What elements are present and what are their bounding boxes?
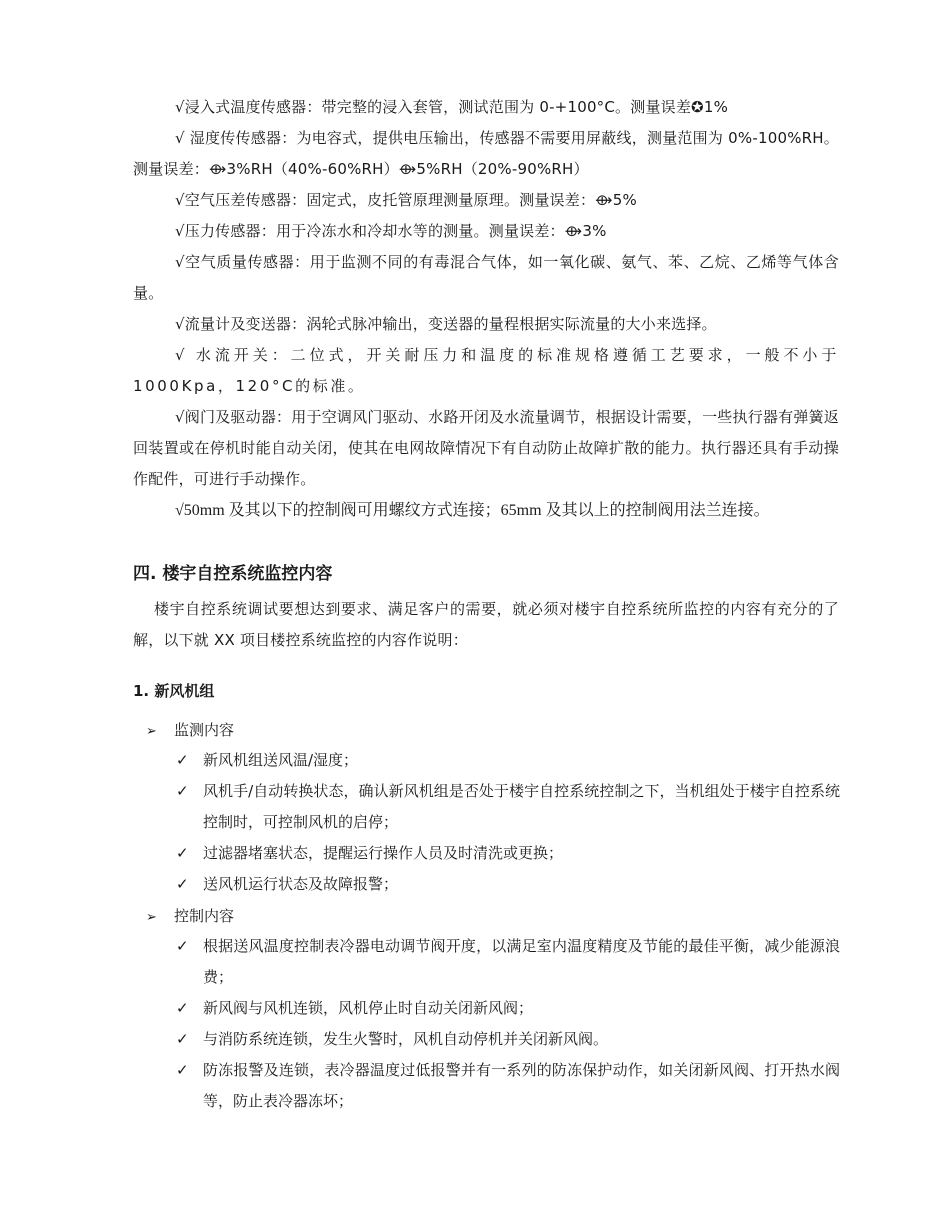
sensor-valve-actuator: √阀门及驱动器：用于空调风门驱动、水路开闭及水流量调节，根据设计需要，一些执行器有弹簧返回装置或在停机时能自动关闭，使其在电网故障情况下有自动防止故障扩散的能力。执行器还具有手动操作配件，可进行手动操作。 xyxy=(133,408,839,488)
checkmark-icon: ✓ xyxy=(176,937,189,955)
list-item-text: 新风阀与风机连锁，风机停止时自动关闭新风阀； xyxy=(203,999,534,1017)
sensor-immersion-temperature: √浸入式温度传感器：带完整的浸入套管，测试范围为 0-+100°C。测量误差✪1% xyxy=(175,98,729,116)
checkmark-icon: ✓ xyxy=(176,1030,189,1048)
group-label: 监测内容 xyxy=(174,721,235,739)
list-item xyxy=(176,931,840,993)
list-item-text: 与消防系统连锁，发生火警时，风机自动停机并关闭新风阀。 xyxy=(203,1030,609,1048)
list-item xyxy=(176,776,840,838)
list-item xyxy=(176,869,840,900)
checkmark-icon: ✓ xyxy=(176,782,189,800)
arrow-bullet-icon: ➢ xyxy=(146,724,157,739)
list-item-text: 新风机组送风温/湿度； xyxy=(203,751,359,769)
group-label: 控制内容 xyxy=(174,907,235,925)
list-item-text: 防冻报警及连锁，表冷器温度过低报警并有一系列的防冻保护动作，如关闭新风阀、打开热水阀等，防止表冷器冻坏； xyxy=(203,1061,840,1110)
list-item-text: 过滤器堵塞状态，提醒运行操作人员及时清洗或更换； xyxy=(203,844,564,862)
checkmark-icon: ✓ xyxy=(176,844,189,862)
list-item xyxy=(176,993,840,1024)
sensor-air-differential-pressure: √空气压差传感器：固定式，皮托管原理测量原理。测量误差：⟴5% xyxy=(175,191,637,209)
arrow-bullet-icon: ➢ xyxy=(146,910,157,925)
group-heading-monitoring xyxy=(146,718,234,744)
section-heading: 四. 楼宇自控系统监控内容 xyxy=(133,564,333,584)
list-item xyxy=(176,1024,840,1055)
checkmark-icon: ✓ xyxy=(176,1061,189,1079)
list-item xyxy=(176,745,840,776)
checkmark-icon: ✓ xyxy=(176,875,189,893)
control-valve-connection: √50mm 及其以下的控制阀可用螺纹方式连接；65mm 及其以上的控制阀用法兰连接。 xyxy=(175,502,770,519)
sensor-water-flow-switch: √ 水流开关：二位式，开关耐压力和温度的标准规格遵循工艺要求，一般不小于1000Kpa，120°C的标准。 xyxy=(133,346,839,395)
list-item xyxy=(176,1055,840,1117)
sensor-air-quality: √空气质量传感器：用于监测不同的有毒混合气体，如一氧化碳、氨气、苯、乙烷、乙烯等气体含量。 xyxy=(133,253,839,302)
sensor-humidity: √ 湿度传传感器：为电容式，提供电压输出，传感器不需要用屏蔽线，测量范围为 0%-100%RH。测量误差：⟴3%RH（40%-60%RH）⟴5%RH（20%-90%RH） xyxy=(133,129,839,178)
group-heading-control xyxy=(146,904,234,930)
list-item-text: 根据送风温度控制表冷器电动调节阀开度，以满足室内温度精度及节能的最佳平衡，减少能源浪费； xyxy=(203,937,840,986)
subsection-heading: 1. 新风机组 xyxy=(133,682,215,700)
list-item-text: 风机手/自动转换状态，确认新风机组是否处于楼宇自控系统控制之下，当机组处于楼宇自控系统控制时，可控制风机的启停； xyxy=(203,782,840,831)
sensor-flow-meter: √流量计及变送器：涡轮式脉冲输出，变送器的量程根据实际流量的大小来选择。 xyxy=(175,315,717,333)
section-intro: 楼宇自控系统调试要想达到要求、满足客户的需要，就必须对楼宇自控系统所监控的内容有充分的了解，以下就 XX 项目楼控系统监控的内容作说明： xyxy=(133,600,839,649)
checkmark-icon: ✓ xyxy=(176,751,189,769)
list-item xyxy=(176,838,840,869)
list-item-text: 送风机运行状态及故障报警； xyxy=(203,875,399,893)
checkmark-icon: ✓ xyxy=(176,999,189,1017)
sensor-pressure: √压力传感器：用于冷冻水和冷却水等的测量。测量误差：⟴3% xyxy=(175,222,607,240)
